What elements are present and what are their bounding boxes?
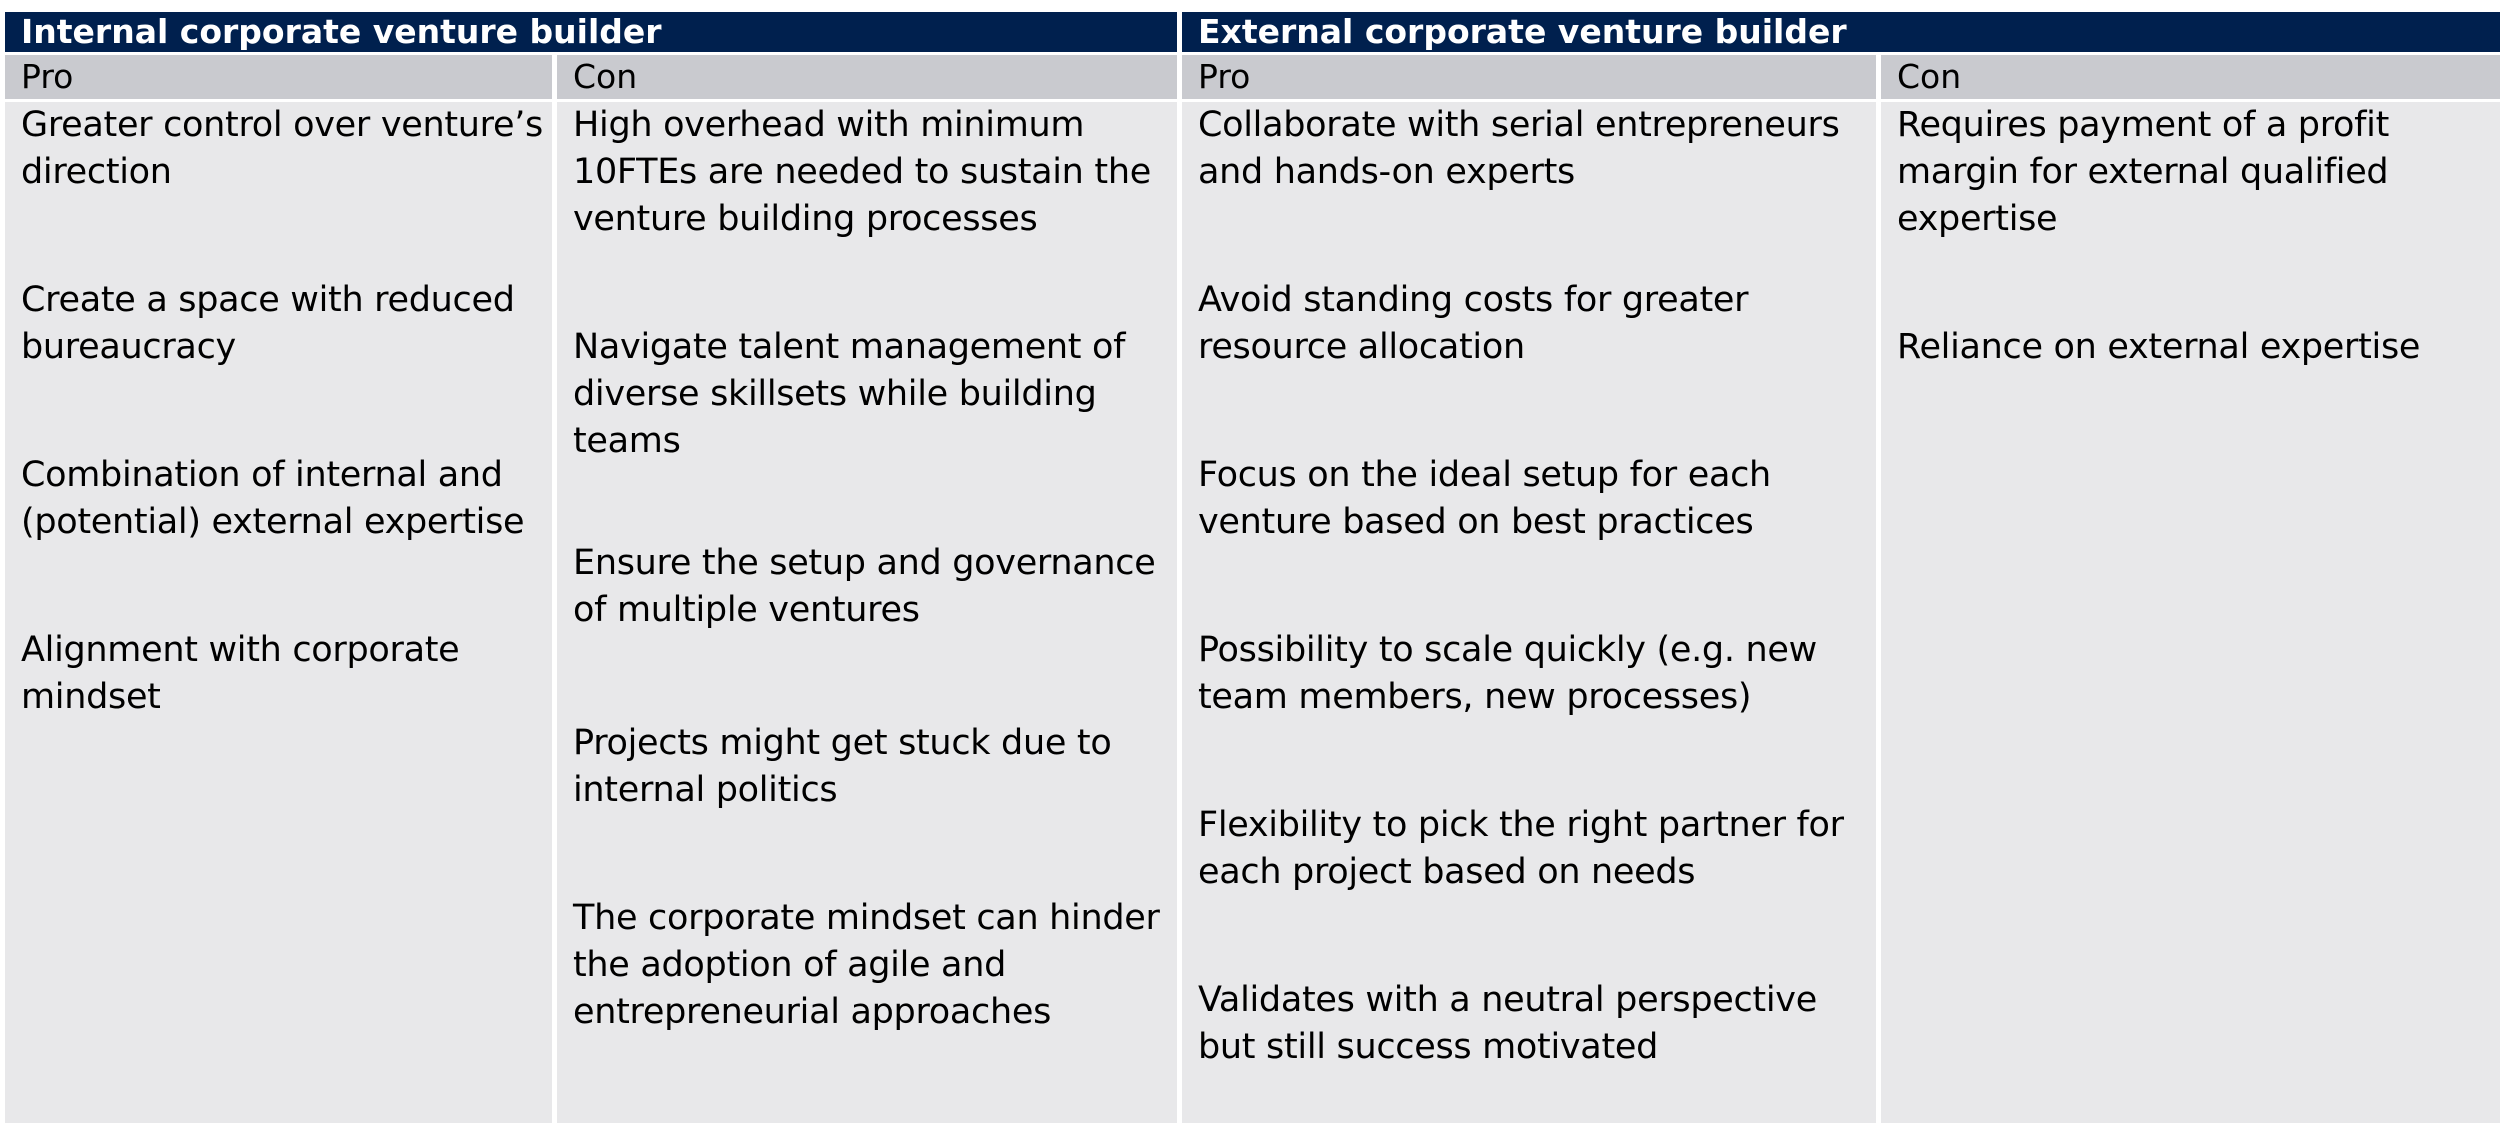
internal-pro-item: Create a space with reduced bureaucracy [21, 280, 515, 367]
internal-con-list [557, 102, 1177, 1123]
external-pro-item: Focus on the ideal setup for each venture based on best practices [1198, 455, 1771, 542]
external-con-list [1881, 102, 2500, 1123]
external-con-header: Con [1881, 55, 2500, 99]
comparison-table [5, 12, 2495, 1124]
internal-pro-item: Greater control over venture’s direction [21, 105, 543, 192]
external-pro-list [1182, 102, 1876, 1123]
external-builder-header: External corporate venture builder [1182, 12, 2500, 52]
internal-pro-item: Combination of internal and (potential) external expertise [21, 455, 525, 542]
internal-pro-list [5, 102, 552, 1123]
external-con-item: Requires payment of a profit margin for external qualified expertise [1897, 105, 2390, 239]
external-pro-item: Avoid standing costs for greater resource allocation [1198, 280, 1749, 367]
internal-pro-header: Pro [5, 55, 552, 99]
internal-con-item: Navigate talent management of diverse skillsets while building teams [573, 327, 1126, 461]
internal-con-header: Con [557, 55, 1177, 99]
external-pro-item: Validates with a neutral perspective but still success motivated [1198, 980, 1817, 1067]
external-pro-item: Flexibility to pick the right partner for each project based on needs [1198, 805, 1844, 892]
internal-con-item: High overhead with minimum 10FTEs are needed to sustain the venture building processes [573, 105, 1151, 239]
external-pro-header: Pro [1182, 55, 1876, 99]
internal-con-item: Projects might get stuck due to internal politics [573, 723, 1112, 810]
external-pro-item: Possibility to scale quickly (e.g. new team members, new processes) [1198, 630, 1817, 717]
internal-con-item: Ensure the setup and governance of multiple ventures [573, 543, 1156, 630]
external-con-item: Reliance on external expertise [1897, 327, 2421, 367]
internal-con-item: The corporate mindset can hinder the adoption of agile and entrepreneurial approaches [573, 898, 1160, 1032]
external-pro-item: Collaborate with serial entrepreneurs and hands-on experts [1198, 105, 1840, 192]
internal-pro-item: Alignment with corporate mindset [21, 630, 460, 717]
internal-builder-header: Internal corporate venture builder [5, 12, 1177, 52]
